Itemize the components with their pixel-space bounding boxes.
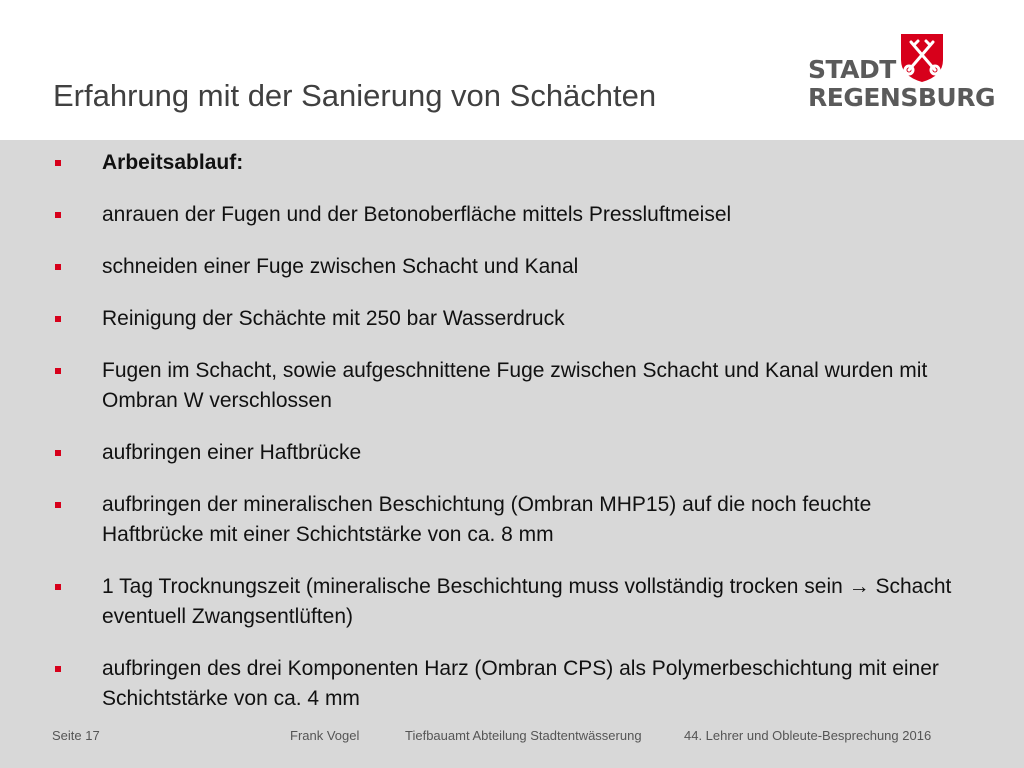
square-bullet-icon xyxy=(55,212,61,218)
bullet-text: Reinigung der Schächte mit 250 bar Wasserdruck xyxy=(102,307,565,330)
bullet-item xyxy=(52,654,972,714)
bullet-text: aufbringen des drei Komponenten Harz (Ombran CPS) als Polymerbeschichtung mit einer Schichtstärke von ca. 4 mm xyxy=(102,657,939,710)
bullet-list xyxy=(52,148,972,736)
stadt-regensburg-logo xyxy=(808,30,995,120)
logo-line-regensburg: REGENSBURG xyxy=(808,83,995,112)
bullet-text: schneiden einer Fuge zwischen Schacht und Kanal xyxy=(102,255,579,278)
bullet-text: anrauen der Fugen und der Betonoberfläche mittels Pressluftmeisel xyxy=(102,203,732,226)
slide-title: Erfahrung mit der Sanierung von Schächten xyxy=(53,78,657,113)
square-bullet-icon xyxy=(55,264,61,270)
bullet-item xyxy=(52,200,972,230)
bullet-text: 1 Tag Trocknungszeit (mineralische Beschichtung muss vollständig trocken sein → Schacht eventuell Zwangsentlüften) xyxy=(102,575,952,628)
bullet-item xyxy=(52,356,972,416)
slide-content xyxy=(0,140,1024,720)
bullet-item xyxy=(52,572,972,632)
footer-page-number: Seite 17 xyxy=(52,728,100,743)
square-bullet-icon xyxy=(55,450,61,456)
square-bullet-icon xyxy=(55,584,61,590)
footer-department: Tiefbauamt Abteilung Stadtentwässerung xyxy=(405,728,642,743)
bullet-item xyxy=(52,148,972,178)
bullet-item xyxy=(52,304,972,334)
square-bullet-icon xyxy=(55,666,61,672)
square-bullet-icon xyxy=(55,368,61,374)
footer-author: Frank Vogel xyxy=(290,728,360,743)
bullet-item xyxy=(52,490,972,550)
slide-header xyxy=(0,0,1024,140)
bullet-item xyxy=(52,438,972,468)
bullet-text: aufbringen einer Haftbrücke xyxy=(102,441,362,464)
bullet-text: Arbeitsablauf: xyxy=(102,151,244,174)
square-bullet-icon xyxy=(55,316,61,322)
logo-text xyxy=(808,56,995,112)
logo-line-stadt: STADT xyxy=(808,55,896,84)
square-bullet-icon xyxy=(55,160,61,166)
footer-event: 44. Lehrer und Obleute-Besprechung 2016 xyxy=(684,728,932,743)
bullet-item xyxy=(52,252,972,282)
slide-footer xyxy=(0,720,1024,768)
square-bullet-icon xyxy=(55,502,61,508)
bullet-text: Fugen im Schacht, sowie aufgeschnittene Fuge zwischen Schacht und Kanal wurden mit Ombran W verschlossen xyxy=(102,359,928,412)
bullet-text: aufbringen der mineralischen Beschichtung (Ombran MHP15) auf die noch feuchte Haftbrücke mit einer Schichtstärke von ca. 8 mm xyxy=(102,493,872,546)
